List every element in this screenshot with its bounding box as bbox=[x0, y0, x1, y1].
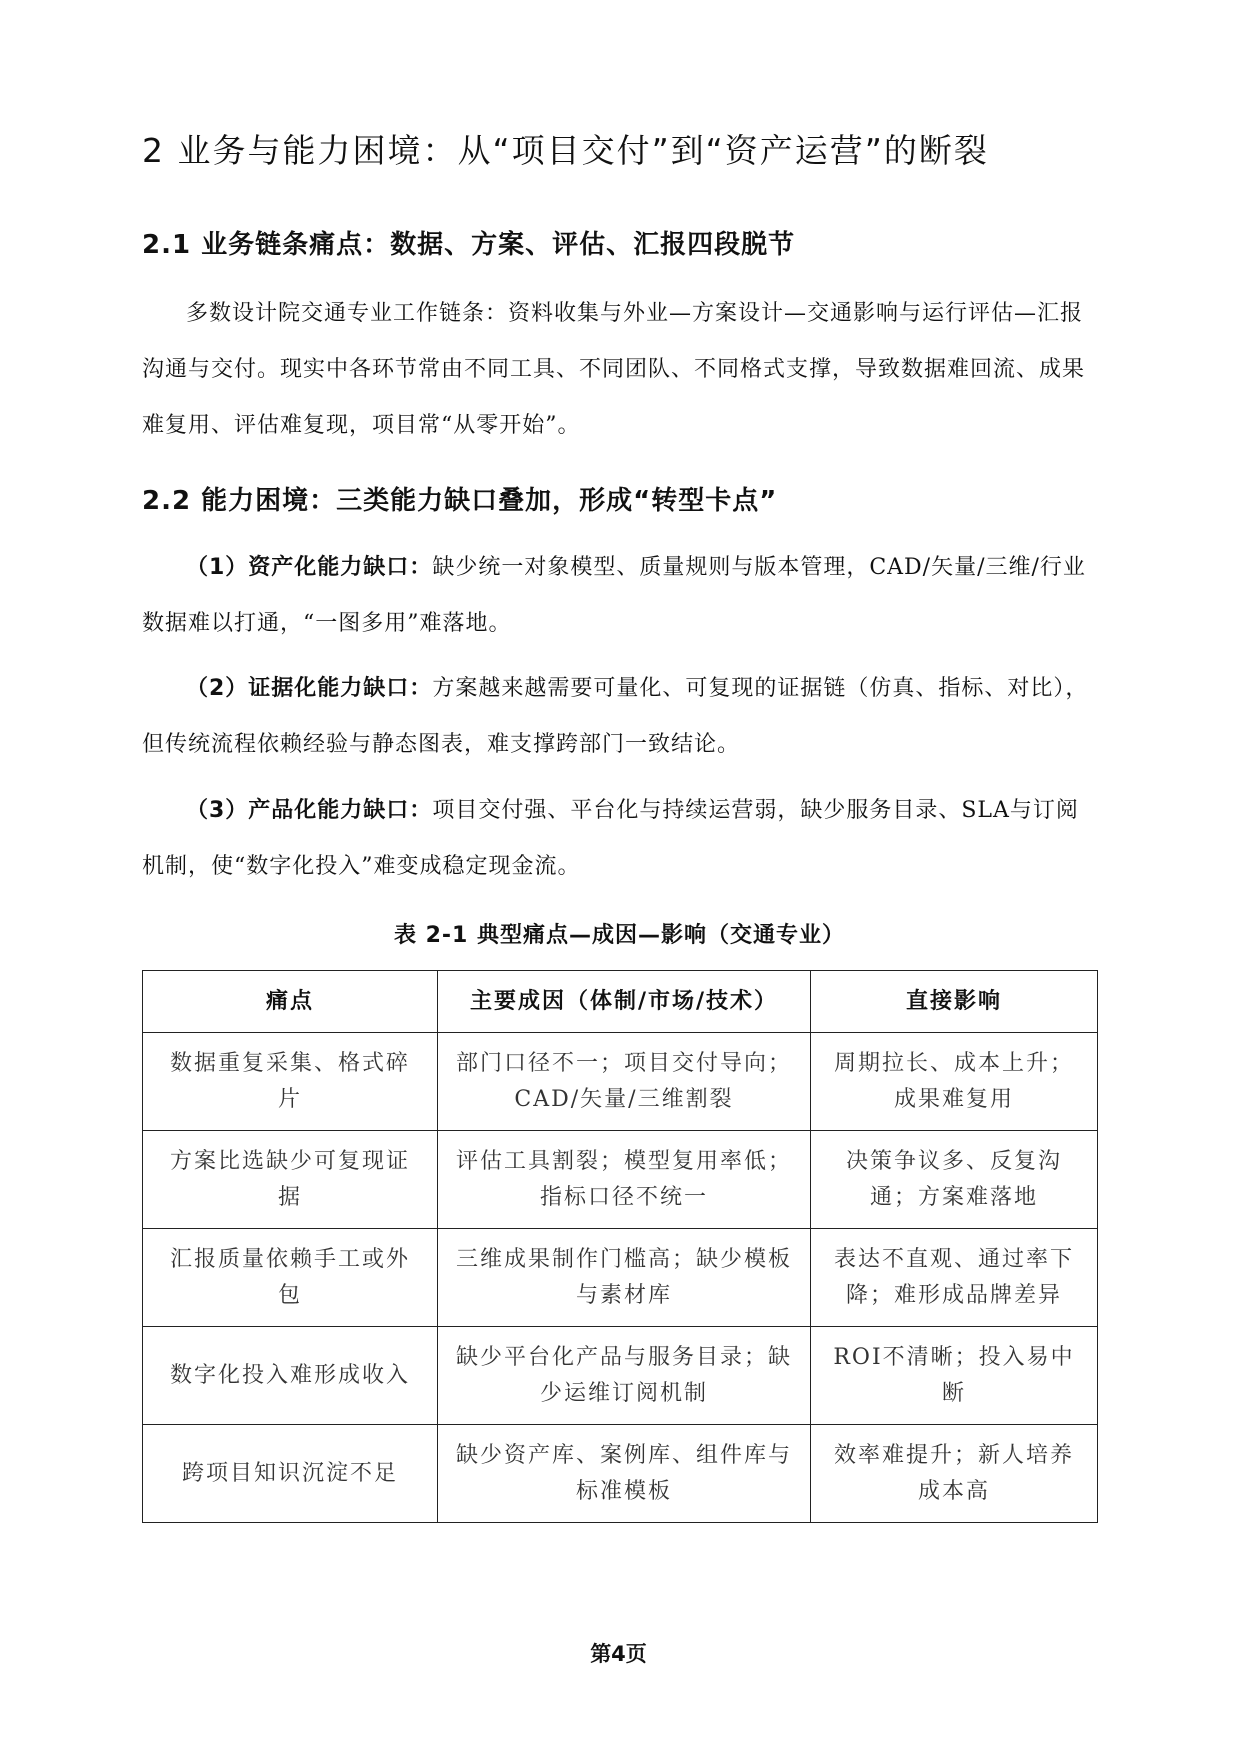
table-row bbox=[143, 1131, 1098, 1229]
table-row bbox=[143, 1229, 1098, 1327]
capability-gap-item bbox=[142, 783, 1097, 895]
capability-gap-text: 缺少统一对象模型、质量规则与版本管理，CAD/矢量/三维/行业数据难以打通，“一图多用”难落地。 bbox=[142, 555, 1086, 636]
chapter-title: 2 业务与能力困境：从“项目交付”到“资产运营”的断裂 bbox=[142, 131, 989, 170]
capability-gap-text: 项目交付强、平台化与持续运营弱，缺少服务目录、SLA与订阅机制，使“数字化投入”难变成稳定现金流。 bbox=[142, 798, 1079, 879]
table-caption: 表 2-1 典型痛点—成因—影响（交通专业） bbox=[393, 923, 846, 948]
column-header-impact: 直接影响 bbox=[811, 971, 1098, 1033]
table-cell: 表达不直观、通过率下降；难形成品牌差异 bbox=[811, 1229, 1098, 1327]
table-cell: 方案比选缺少可复现证据 bbox=[143, 1131, 438, 1229]
capability-gap-label: （1）资产化能力缺口： bbox=[186, 555, 433, 580]
capability-gap-item bbox=[142, 540, 1097, 652]
capability-gap-text: 方案越来越需要可量化、可复现的证据链（仿真、指标、对比），但传统流程依赖经验与静态图表，难支撑跨部门一致结论。 bbox=[142, 676, 1089, 757]
table-cell: ROI不清晰；投入易中断 bbox=[811, 1327, 1098, 1425]
table-cell: 效率难提升；新人培养成本高 bbox=[811, 1425, 1098, 1523]
table-row bbox=[143, 1425, 1098, 1523]
table-cell: 周期拉长、成本上升；成果难复用 bbox=[811, 1033, 1098, 1131]
table-cell: 评估工具割裂；模型复用率低；指标口径不统一 bbox=[438, 1131, 811, 1229]
capability-gap-label: （2）证据化能力缺口： bbox=[186, 676, 433, 701]
page-number: 第4页 bbox=[590, 1642, 647, 1666]
capability-gap-label: （3）产品化能力缺口： bbox=[186, 798, 433, 823]
table-cell: 决策争议多、反复沟通；方案难落地 bbox=[811, 1131, 1098, 1229]
column-header-cause: 主要成因（体制/市场/技术） bbox=[438, 971, 811, 1033]
table-cell: 数字化投入难形成收入 bbox=[143, 1327, 438, 1425]
column-header-pain-point: 痛点 bbox=[143, 971, 438, 1033]
table-row bbox=[143, 1327, 1098, 1425]
capability-gap-item bbox=[142, 661, 1097, 773]
table-cell: 跨项目知识沉淀不足 bbox=[143, 1425, 438, 1523]
section-heading-2-2: 2.2 能力困境：三类能力缺口叠加，形成“转型卡点” bbox=[142, 486, 778, 516]
table-cell: 缺少平台化产品与服务目录；缺少运维订阅机制 bbox=[438, 1327, 811, 1425]
table-header-row bbox=[143, 971, 1098, 1033]
table-cell: 汇报质量依赖手工或外包 bbox=[143, 1229, 438, 1327]
pain-point-table bbox=[142, 970, 1098, 1523]
table-cell: 三维成果制作门槛高；缺少模板与素材库 bbox=[438, 1229, 811, 1327]
section-heading-2-1: 2.1 业务链条痛点：数据、方案、评估、汇报四段脱节 bbox=[142, 230, 796, 260]
table-row bbox=[143, 1033, 1098, 1131]
table-cell: 数据重复采集、格式碎片 bbox=[143, 1033, 438, 1131]
table-cell: 部门口径不一；项目交付导向；CAD/矢量/三维割裂 bbox=[438, 1033, 811, 1131]
table-cell: 缺少资产库、案例库、组件库与标准模板 bbox=[438, 1425, 811, 1523]
workflow-paragraph: 多数设计院交通专业工作链条：资料收集与外业—方案设计—交通影响与运行评估—汇报沟通与交付。现实中各环节常由不同工具、不同团队、不同格式支撑，导致数据难回流、成果难复用、评估难复现，项目常“从零开始”。 bbox=[142, 301, 1086, 438]
